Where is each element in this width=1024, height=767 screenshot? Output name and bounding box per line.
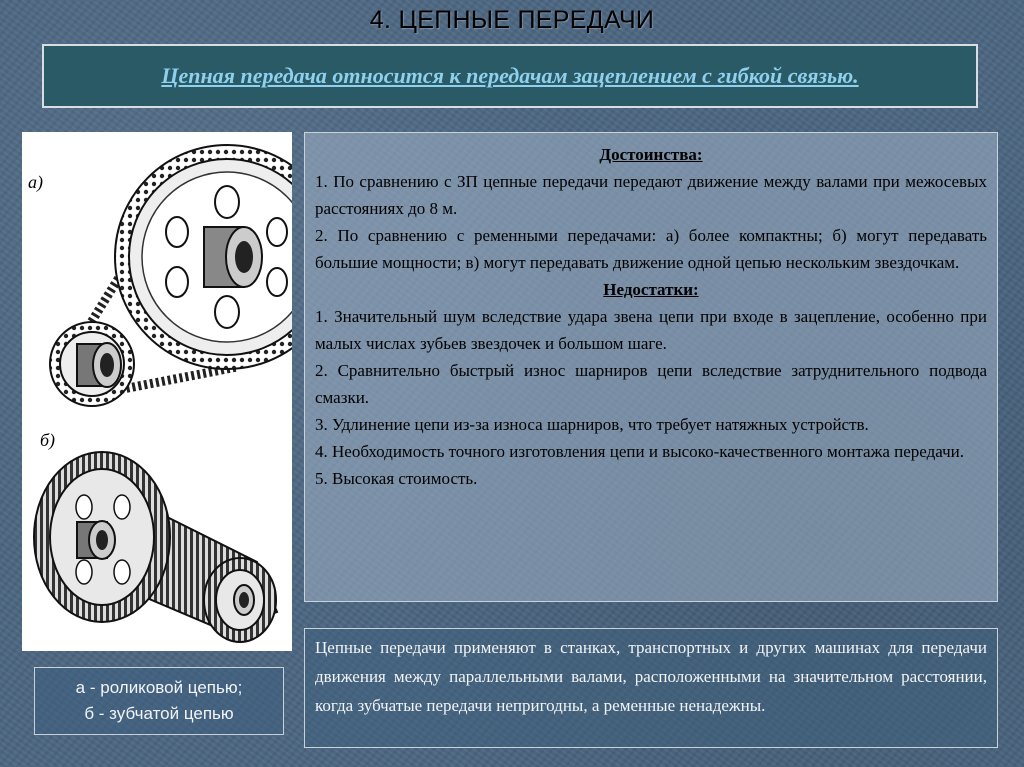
figure-caption	[34, 667, 284, 735]
advantage-item: 1. По сравнению с ЗП цепные передачи передают движение между валами при межосевых расстояниях до 8 м.	[315, 172, 987, 218]
disadvantage-item: 5. Высокая стоимость.	[315, 469, 478, 488]
usage-panel: Цепные передачи применяют в станках, транспортных и других машинах для передачи движения между параллельными валами, расположенными на значительном расстоянии, когда зубчатые передачи непригодны, а ременные ненадежны.	[304, 628, 998, 748]
disadvantage-item: 4. Необходимость точного изготовления цепи и высоко-качественного монтажа передачи.	[315, 442, 965, 461]
caption-line-roller: а - роликовой цепью;	[75, 678, 243, 697]
caption-line-toothed: б - зубчатой цепью	[84, 704, 234, 723]
disadvantage-item: 1. Значительный шум вследствие удара звена цепи при входе в зацепление, особенно при малых числах зубьев звездочек и большом шаге.	[315, 307, 987, 353]
chain-drive-illustration	[22, 132, 292, 651]
slide-title: 4. ЦЕПНЫЕ ПЕРЕДАЧИ	[369, 6, 655, 34]
disadvantages-heading: Недостатки:	[603, 280, 699, 299]
roller-chain-drive	[50, 145, 292, 406]
disadvantage-item: 3. Удлинение цепи из-за износа шарниров, что требует натяжных устройств.	[315, 415, 869, 434]
disadvantage-item: 2. Сравнительно быстрый износ шарниров цепи вследствие затруднительного подвода смазки.	[315, 361, 987, 407]
definition-text: Цепная передача относится к передачам зацеплением с гибкой связью.	[161, 63, 859, 88]
advantage-item: 2. По сравнению с ременными передачами: а) более компактны; б) могут передавать большие мощности; в) могут передавать движение одной цепью нескольким звездочкам.	[315, 226, 987, 272]
figure-label-b: б)	[40, 430, 56, 450]
advantages-heading: Достоинства:	[599, 145, 703, 164]
pros-cons-panel	[304, 132, 998, 602]
toothed-chain-drive	[34, 452, 277, 642]
definition-box	[42, 44, 978, 108]
chain-drive-figure	[22, 132, 292, 651]
figure-label-a: а)	[28, 172, 43, 192]
